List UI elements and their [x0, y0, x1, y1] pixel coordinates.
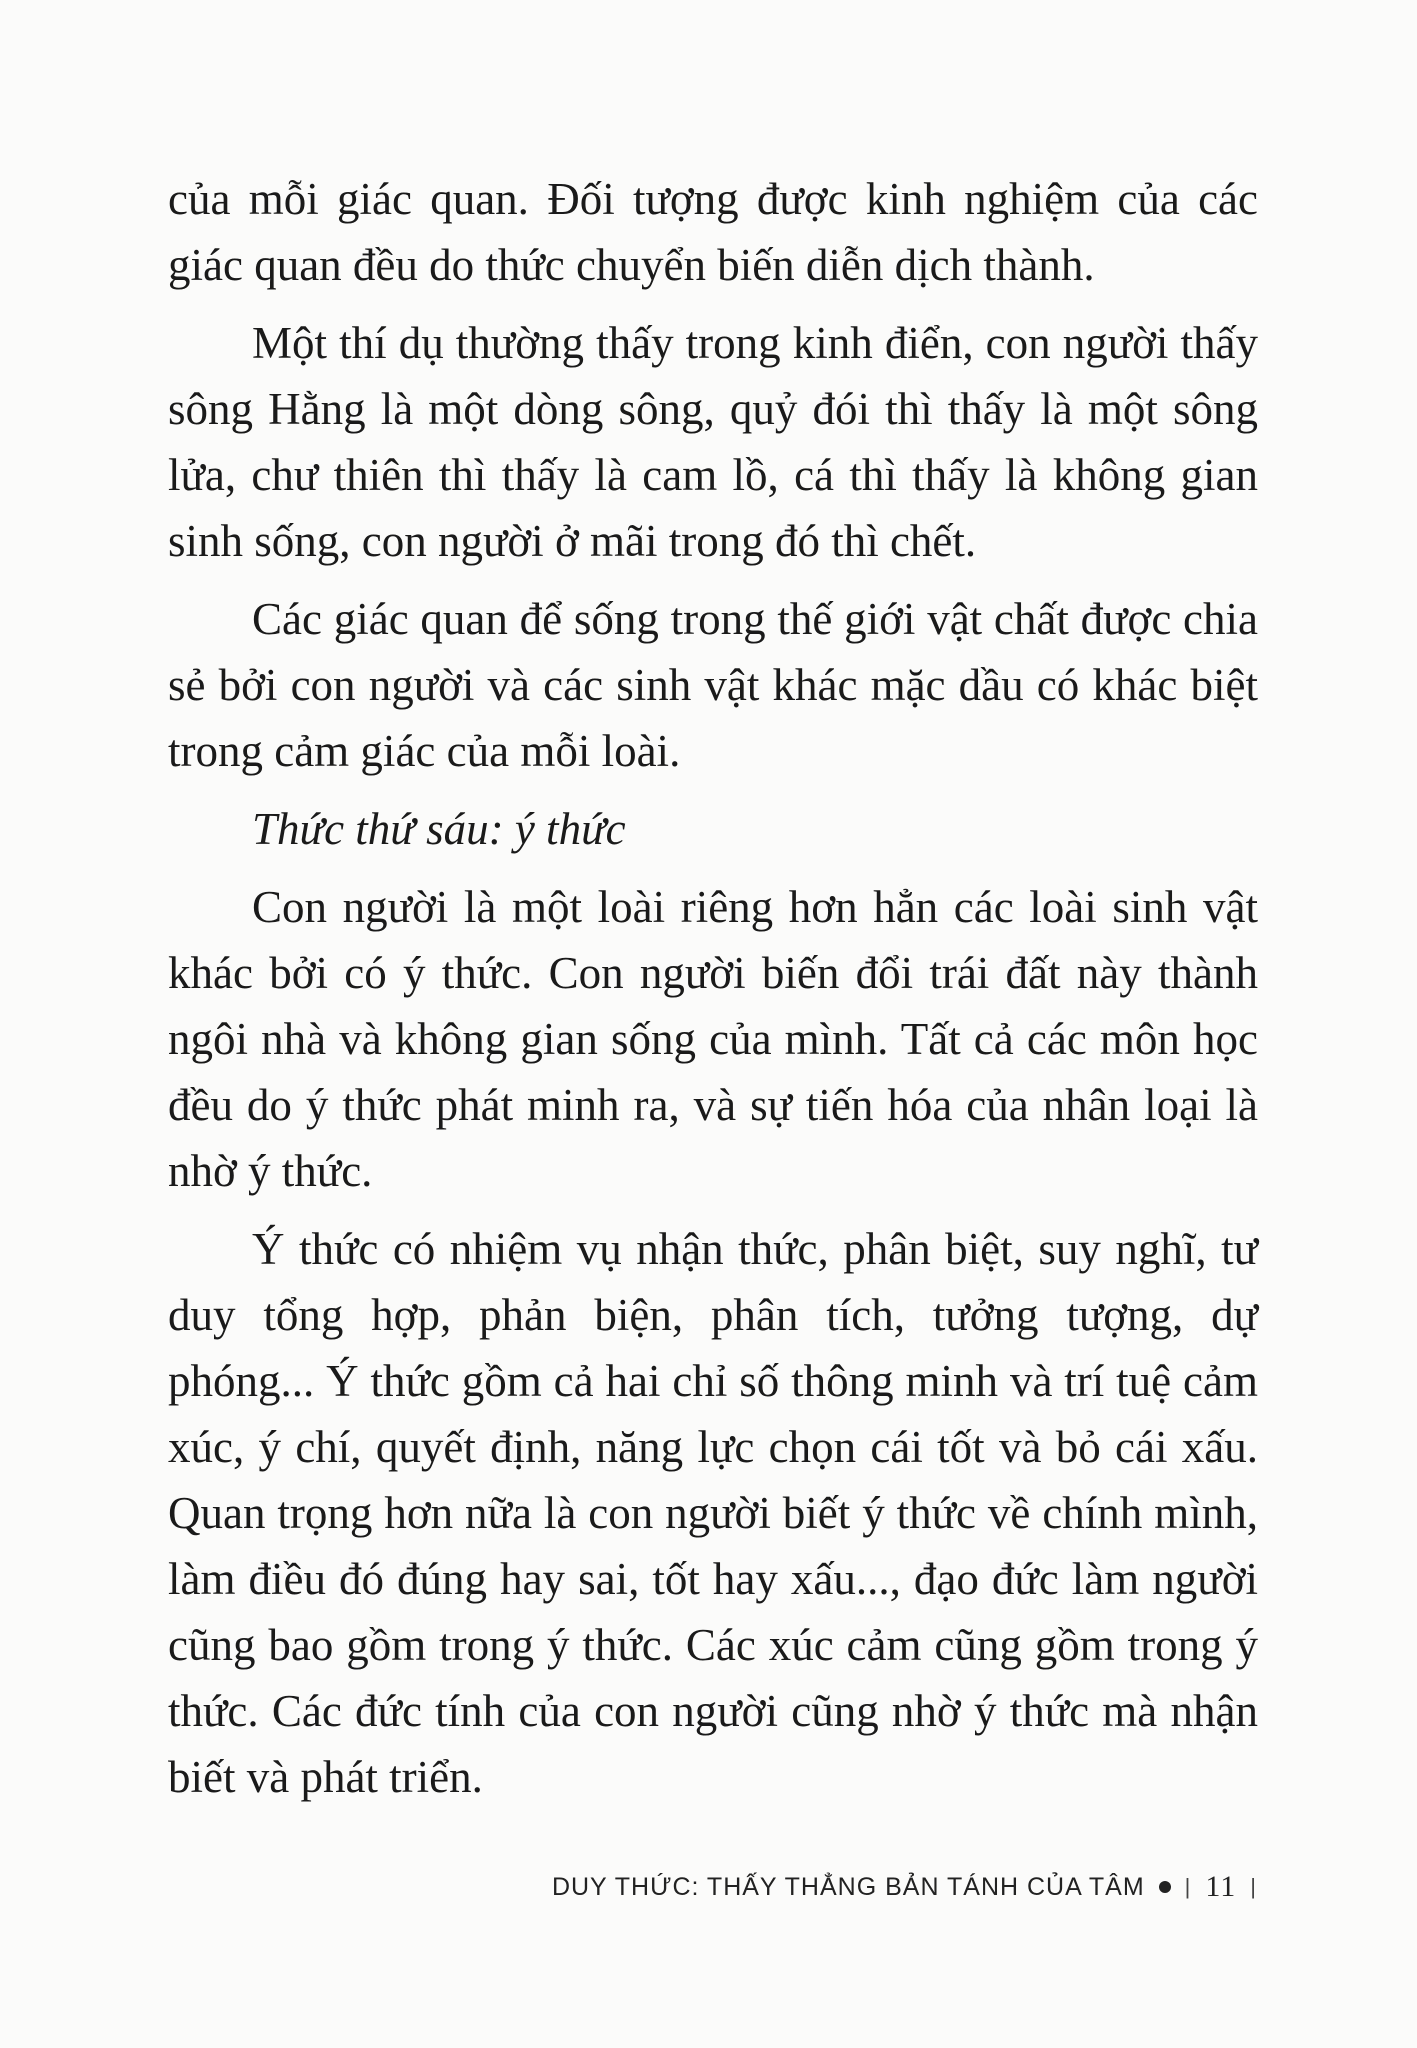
- paragraph-4: Con người là một loài riêng hơn hẳn các loài sinh vật khác bởi có ý thức. Con người biến đổi trái đất này thành ngôi nhà và không gian sống của mình. Tất cả các môn học đều do ý thức phát minh ra, và sự tiến hóa của nhân loại là nhờ ý thức.: [168, 882, 1258, 1196]
- body-text: [168, 166, 1258, 1822]
- page-number-left-bar: |: [1184, 1874, 1192, 1899]
- paragraph-2: Một thí dụ thường thấy trong kinh điển, con người thấy sông Hằng là một dòng sông, quỷ đói thì thấy là một sông lửa, chư thiên thì thấy là cam lồ, cá thì thấy là không gian sinh sống, con người ở mãi trong đó thì chết.: [168, 318, 1258, 566]
- page-number-right-bar: |: [1250, 1874, 1257, 1899]
- page-footer: [552, 1870, 1257, 1904]
- paragraph-1: của mỗi giác quan. Đối tượng được kinh nghiệm của các giác quan đều do thức chuyển biến diễn dịch thành.: [168, 174, 1258, 290]
- paragraph-5: Ý thức có nhiệm vụ nhận thức, phân biệt, suy nghĩ, tư duy tổng hợp, phản biện, phân tích, tưởng tượng, dự phóng... Ý thức gồm cả hai chỉ số thông minh và trí tuệ cảm xúc, ý chí, quyết định, năng lực chọn cái tốt và bỏ cái xấu. Quan trọng hơn nữa là con người biết ý thức về chính mình, làm điều đó đúng hay sai, tốt hay xấu..., đạo đức làm người cũng bao gồm trong ý thức. Các xúc cảm cũng gồm trong ý thức. Các đức tính của con người cũng nhờ ý thức mà nhận biết và phát triển.: [168, 1224, 1258, 1802]
- page-number: 11: [1205, 1870, 1237, 1903]
- section-heading: Thức thứ sáu: ý thức: [252, 804, 626, 854]
- bullet-separator: [1159, 1881, 1171, 1893]
- running-title: DUY THỨC: THẤY THẲNG BẢN TÁNH CỦA TÂM: [551, 1872, 1145, 1901]
- paragraph-3: Các giác quan để sống trong thế giới vật chất được chia sẻ bởi con người và các sinh vật khác mặc dầu có khác biệt trong cảm giác của mỗi loài.: [168, 594, 1258, 776]
